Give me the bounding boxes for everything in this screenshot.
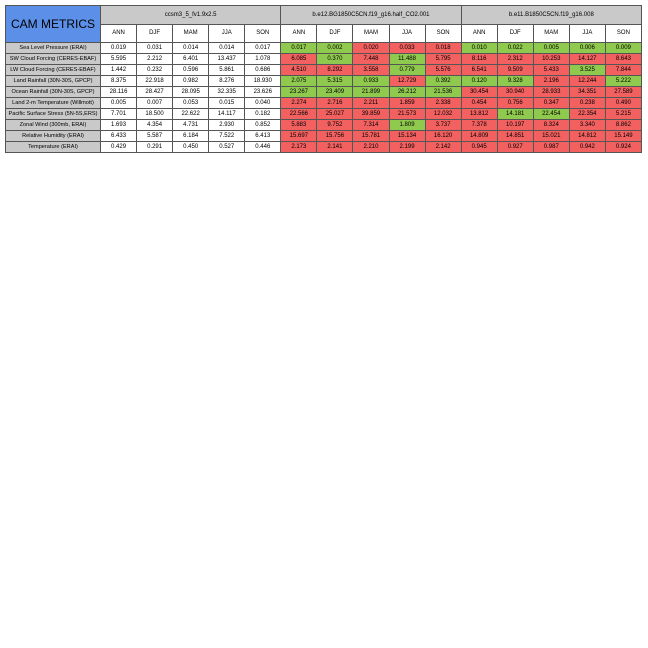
- half-co2-value-cell: 21.536: [425, 87, 461, 98]
- baseline-value-cell: 0.014: [209, 43, 245, 54]
- half-co2-value-cell: 12.729: [389, 76, 425, 87]
- half-co2-value-cell: 12.032: [425, 109, 461, 120]
- baseline-value-cell: 0.019: [101, 43, 137, 54]
- b1850-value-cell: 30.940: [497, 87, 533, 98]
- b1850-value-cell: 14.809: [461, 131, 497, 142]
- half-co2-value-cell: 21.899: [353, 87, 389, 98]
- baseline-value-cell: 7.701: [101, 109, 137, 120]
- b1850-value-cell: 8.862: [605, 120, 641, 131]
- baseline-value-cell: 0.005: [101, 98, 137, 109]
- half-co2-value-cell: 15.697: [281, 131, 317, 142]
- metric-label: Zonal Wind (300mb, ERAI): [6, 120, 101, 131]
- b1850-value-cell: 5.433: [533, 65, 569, 76]
- table-title: CAM METRICS: [6, 6, 101, 43]
- half-co2-value-cell: 0.018: [425, 43, 461, 54]
- table-row: [6, 43, 642, 54]
- baseline-value-cell: 8.276: [209, 76, 245, 87]
- season-header-jja: JJA: [569, 24, 605, 43]
- b1850-value-cell: 0.009: [605, 43, 641, 54]
- b1850-value-cell: 34.351: [569, 87, 605, 98]
- baseline-value-cell: 0.017: [245, 43, 281, 54]
- b1850-value-cell: 0.006: [569, 43, 605, 54]
- b1850-value-cell: 14.851: [497, 131, 533, 142]
- b1850-value-cell: 2.196: [533, 76, 569, 87]
- baseline-value-cell: 0.852: [245, 120, 281, 131]
- baseline-value-cell: 1.442: [101, 65, 137, 76]
- metric-label: Pacific Surface Stress (5N-5S,ERS): [6, 109, 101, 120]
- baseline-value-cell: 6.184: [173, 131, 209, 142]
- season-header-ann: ANN: [461, 24, 497, 43]
- season-header-row: [6, 24, 642, 43]
- half-co2-value-cell: 2.075: [281, 76, 317, 87]
- half-co2-value-cell: 2.141: [317, 142, 353, 153]
- baseline-value-cell: 0.014: [173, 43, 209, 54]
- b1850-value-cell: 0.120: [461, 76, 497, 87]
- baseline-value-cell: 6.413: [245, 131, 281, 142]
- season-header-son: SON: [425, 24, 461, 43]
- metric-label: Land Rainfall (30N-30S, GPCP): [6, 76, 101, 87]
- b1850-value-cell: 0.987: [533, 142, 569, 153]
- b1850-value-cell: 0.924: [605, 142, 641, 153]
- baseline-value-cell: 28.427: [137, 87, 173, 98]
- metric-label: Ocean Rainfall (30N-30S, GPCP): [6, 87, 101, 98]
- half-co2-value-cell: 8.292: [317, 65, 353, 76]
- b1850-value-cell: 8.324: [533, 120, 569, 131]
- baseline-value-cell: 0.182: [245, 109, 281, 120]
- table-row: [6, 131, 642, 142]
- table-row: [6, 65, 642, 76]
- table-row: [6, 54, 642, 65]
- b1850-value-cell: 3.525: [569, 65, 605, 76]
- half-co2-value-cell: 2.716: [317, 98, 353, 109]
- half-co2-value-cell: 9.752: [317, 120, 353, 131]
- b1850-value-cell: 7.378: [461, 120, 497, 131]
- metric-label: Temperature (ERAI): [6, 142, 101, 153]
- baseline-value-cell: 1.693: [101, 120, 137, 131]
- metric-rows: [6, 43, 642, 153]
- b1850-value-cell: 0.005: [533, 43, 569, 54]
- b1850-value-cell: 30.454: [461, 87, 497, 98]
- b1850-value-cell: 12.244: [569, 76, 605, 87]
- baseline-value-cell: 0.596: [173, 65, 209, 76]
- half-co2-value-cell: 2.173: [281, 142, 317, 153]
- b1850-value-cell: 15.149: [605, 131, 641, 142]
- baseline-value-cell: 5.861: [209, 65, 245, 76]
- baseline-value-cell: 2.212: [137, 54, 173, 65]
- half-co2-value-cell: 15.134: [389, 131, 425, 142]
- half-co2-value-cell: 25.027: [317, 109, 353, 120]
- metric-label: Sea Level Pressure (ERAI): [6, 43, 101, 54]
- b1850-value-cell: 0.942: [569, 142, 605, 153]
- b1850-value-cell: 13.812: [461, 109, 497, 120]
- metric-label: LW Cloud Forcing (CERES-EBAF): [6, 65, 101, 76]
- b1850-value-cell: 6.541: [461, 65, 497, 76]
- baseline-value-cell: 7.522: [209, 131, 245, 142]
- b1850-value-cell: 7.844: [605, 65, 641, 76]
- half-co2-value-cell: 2.211: [353, 98, 389, 109]
- half-co2-value-cell: 2.142: [425, 142, 461, 153]
- b1850-value-cell: 0.010: [461, 43, 497, 54]
- half-co2-value-cell: 11.488: [389, 54, 425, 65]
- season-header-djf: DJF: [317, 24, 353, 43]
- half-co2-value-cell: 1.809: [389, 120, 425, 131]
- half-co2-value-cell: 3.737: [425, 120, 461, 131]
- baseline-value-cell: 0.982: [173, 76, 209, 87]
- season-header-son: SON: [605, 24, 641, 43]
- b1850-value-cell: 0.454: [461, 98, 497, 109]
- b1850-value-cell: 5.222: [605, 76, 641, 87]
- season-header-ann: ANN: [101, 24, 137, 43]
- half-co2-value-cell: 0.779: [389, 65, 425, 76]
- half-co2-value-cell: 22.566: [281, 109, 317, 120]
- b1850-value-cell: 9.328: [497, 76, 533, 87]
- half-co2-value-cell: 0.370: [317, 54, 353, 65]
- baseline-value-cell: 23.626: [245, 87, 281, 98]
- baseline-value-cell: 0.015: [209, 98, 245, 109]
- half-co2-value-cell: 26.212: [389, 87, 425, 98]
- half-co2-value-cell: 5.315: [317, 76, 353, 87]
- half-co2-value-cell: 2.210: [353, 142, 389, 153]
- table-row: [6, 87, 642, 98]
- baseline-value-cell: 5.595: [101, 54, 137, 65]
- half-co2-value-cell: 0.033: [389, 43, 425, 54]
- metric-label: Relative Humidity (ERAI): [6, 131, 101, 142]
- half-co2-value-cell: 6.085: [281, 54, 317, 65]
- baseline-value-cell: 18.500: [137, 109, 173, 120]
- half-co2-value-cell: 39.859: [353, 109, 389, 120]
- b1850-value-cell: 15.021: [533, 131, 569, 142]
- baseline-value-cell: 28.116: [101, 87, 137, 98]
- season-header-jja: JJA: [389, 24, 425, 43]
- half-co2-value-cell: 5.883: [281, 120, 317, 131]
- season-header-son: SON: [245, 24, 281, 43]
- b1850-value-cell: 8.116: [461, 54, 497, 65]
- season-header-jja: JJA: [209, 24, 245, 43]
- b1850-value-cell: 0.927: [497, 142, 533, 153]
- baseline-value-cell: 0.040: [245, 98, 281, 109]
- half-co2-value-cell: 0.017: [281, 43, 317, 54]
- season-header-ann: ANN: [281, 24, 317, 43]
- baseline-value-cell: 18.930: [245, 76, 281, 87]
- half-co2-value-cell: 1.859: [389, 98, 425, 109]
- baseline-value-cell: 32.335: [209, 87, 245, 98]
- b1850-value-cell: 14.812: [569, 131, 605, 142]
- baseline-value-cell: 0.232: [137, 65, 173, 76]
- b1850-value-cell: 22.354: [569, 109, 605, 120]
- baseline-value-cell: 0.429: [101, 142, 137, 153]
- b1850-value-cell: 3.340: [569, 120, 605, 131]
- season-header-djf: DJF: [137, 24, 173, 43]
- b1850-value-cell: 5.215: [605, 109, 641, 120]
- table-row: [6, 76, 642, 87]
- half-co2-value-cell: 3.558: [353, 65, 389, 76]
- case-header-row: [6, 6, 642, 25]
- half-co2-value-cell: 2.338: [425, 98, 461, 109]
- half-co2-value-cell: 0.002: [317, 43, 353, 54]
- cam-metrics-table: [5, 5, 642, 153]
- table-row: [6, 142, 642, 153]
- baseline-value-cell: 8.375: [101, 76, 137, 87]
- season-header-mam: MAM: [353, 24, 389, 43]
- half-co2-value-cell: 0.020: [353, 43, 389, 54]
- baseline-value-cell: 4.731: [173, 120, 209, 131]
- b1850-value-cell: 14.127: [569, 54, 605, 65]
- baseline-value-cell: 22.918: [137, 76, 173, 87]
- half-co2-value-cell: 2.274: [281, 98, 317, 109]
- baseline-value-cell: 0.450: [173, 142, 209, 153]
- half-co2-value-cell: 2.199: [389, 142, 425, 153]
- baseline-value-cell: 14.117: [209, 109, 245, 120]
- metric-label: Land 2-m Temperature (Willmott): [6, 98, 101, 109]
- baseline-value-cell: 22.622: [173, 109, 209, 120]
- half-co2-value-cell: 7.314: [353, 120, 389, 131]
- b1850-value-cell: 2.312: [497, 54, 533, 65]
- b1850-value-cell: 27.589: [605, 87, 641, 98]
- case-header-b1850: b.e11.B1850C5CN.f19_g16.008: [461, 6, 641, 25]
- baseline-value-cell: 13.437: [209, 54, 245, 65]
- baseline-value-cell: 4.354: [137, 120, 173, 131]
- b1850-value-cell: 0.756: [497, 98, 533, 109]
- half-co2-value-cell: 21.573: [389, 109, 425, 120]
- baseline-value-cell: 2.930: [209, 120, 245, 131]
- b1850-value-cell: 8.643: [605, 54, 641, 65]
- baseline-value-cell: 0.053: [173, 98, 209, 109]
- half-co2-value-cell: 15.756: [317, 131, 353, 142]
- baseline-value-cell: 0.446: [245, 142, 281, 153]
- case-header-half-co2: b.e12.BG1850C5CN.f19_g16.half_CO2.001: [281, 6, 461, 25]
- half-co2-value-cell: 23.267: [281, 87, 317, 98]
- b1850-value-cell: 22.454: [533, 109, 569, 120]
- b1850-value-cell: 10.253: [533, 54, 569, 65]
- b1850-value-cell: 0.238: [569, 98, 605, 109]
- half-co2-value-cell: 5.795: [425, 54, 461, 65]
- b1850-value-cell: 0.347: [533, 98, 569, 109]
- table-row: [6, 120, 642, 131]
- b1850-value-cell: 14.181: [497, 109, 533, 120]
- baseline-value-cell: 28.095: [173, 87, 209, 98]
- baseline-value-cell: 6.433: [101, 131, 137, 142]
- baseline-value-cell: 6.401: [173, 54, 209, 65]
- baseline-value-cell: 0.527: [209, 142, 245, 153]
- season-header-mam: MAM: [173, 24, 209, 43]
- season-header-mam: MAM: [533, 24, 569, 43]
- baseline-value-cell: 0.031: [137, 43, 173, 54]
- b1850-value-cell: 9.509: [497, 65, 533, 76]
- b1850-value-cell: 0.945: [461, 142, 497, 153]
- b1850-value-cell: 0.022: [497, 43, 533, 54]
- half-co2-value-cell: 15.781: [353, 131, 389, 142]
- baseline-value-cell: 0.686: [245, 65, 281, 76]
- half-co2-value-cell: 0.392: [425, 76, 461, 87]
- half-co2-value-cell: 16.120: [425, 131, 461, 142]
- b1850-value-cell: 10.197: [497, 120, 533, 131]
- baseline-value-cell: 0.291: [137, 142, 173, 153]
- baseline-value-cell: 0.007: [137, 98, 173, 109]
- baseline-value-cell: 1.078: [245, 54, 281, 65]
- table-row: [6, 98, 642, 109]
- b1850-value-cell: 28.933: [533, 87, 569, 98]
- half-co2-value-cell: 5.576: [425, 65, 461, 76]
- half-co2-value-cell: 23.409: [317, 87, 353, 98]
- half-co2-value-cell: 4.510: [281, 65, 317, 76]
- table-row: [6, 109, 642, 120]
- b1850-value-cell: 0.490: [605, 98, 641, 109]
- metric-label: SW Cloud Forcing (CERES-EBAF): [6, 54, 101, 65]
- season-header-djf: DJF: [497, 24, 533, 43]
- case-header-baseline: ccsm3_5_fv1.9x2.5: [101, 6, 281, 25]
- half-co2-value-cell: 0.933: [353, 76, 389, 87]
- baseline-value-cell: 5.587: [137, 131, 173, 142]
- half-co2-value-cell: 7.448: [353, 54, 389, 65]
